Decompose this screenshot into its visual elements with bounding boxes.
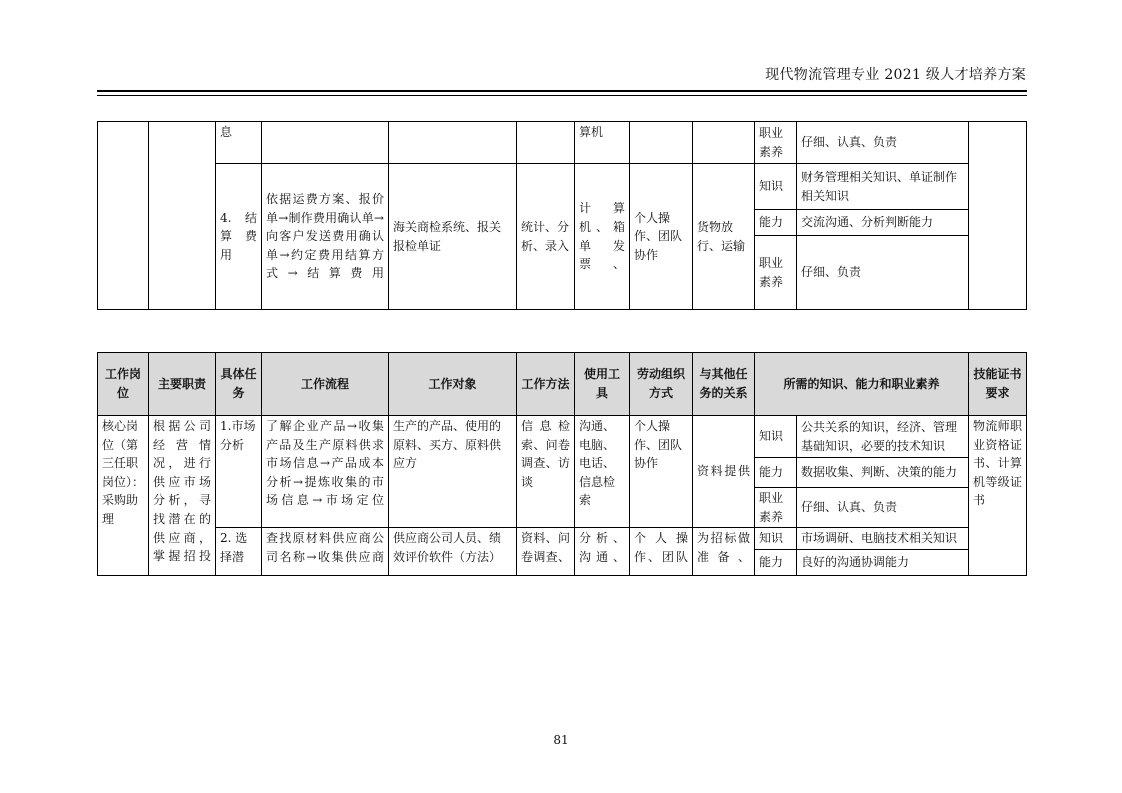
object-cell: 供应商公司人员、绩效评价软件（方法）	[389, 528, 517, 576]
ability-category: 能力	[755, 550, 797, 576]
ability-category: 能力	[755, 458, 797, 488]
ability-description: 市场调研、电脑技术相关知识	[797, 528, 969, 550]
method-cell: 信息检索、问卷调查、访谈	[517, 416, 575, 528]
task-cell: 1.市场分析	[216, 416, 262, 528]
table-row	[98, 164, 1027, 210]
cert-cell: 物流师职业资格证书、计算机等级证书	[969, 416, 1027, 576]
ability-category: 职业素养	[755, 236, 797, 310]
org-cell: 个人操作、团队协作	[630, 164, 693, 310]
ability-category: 知识	[755, 416, 797, 458]
task-cell: 息	[216, 122, 262, 164]
duty-cell: 根据公司经营情况，进行供应市场分析，寻找潜在的供应商，掌握招投	[149, 416, 216, 576]
table-row	[98, 122, 1027, 164]
header-org: 劳动组织方式	[630, 353, 693, 416]
object-cell: 海关商检系统、报关报检单证	[389, 164, 517, 310]
ability-description: 仔细、认真、负责	[797, 122, 969, 164]
header-duty: 主要职责	[149, 353, 216, 416]
post-cell: 核心岗位（第三任职岗位）：采购助理	[98, 416, 149, 576]
method-cell	[517, 122, 575, 164]
table-row	[98, 416, 1027, 458]
page-number: 81	[553, 733, 569, 747]
header-object: 工作对象	[389, 353, 517, 416]
relation-cell: 为招标做准备、	[693, 528, 755, 576]
flow-cell: 了解企业产品→收集产品及生产原料供求市场信息→产品成本分析→提炼收集的市场信息→市场定位	[262, 416, 389, 528]
method-cell: 资料、问卷调查、	[517, 528, 575, 576]
relation-cell	[693, 122, 755, 164]
ability-category: 职业素养	[755, 488, 797, 528]
tools-cell: 算机	[575, 122, 630, 164]
org-cell: 个人操作、团队协作	[630, 416, 693, 528]
task-cell: 2. 选择潜	[216, 528, 262, 576]
flow-cell	[262, 122, 389, 164]
header-rule-thin	[97, 95, 1027, 96]
object-cell: 生产的产品、使用的原料、买方、原料供应方	[389, 416, 517, 528]
ability-category: 职业素养	[755, 122, 797, 164]
ability-category: 能力	[755, 210, 797, 236]
flow-cell: 查找原材料供应商公司名称→收集供应商	[262, 528, 389, 576]
table-header-row	[98, 353, 1027, 416]
header-method: 工作方法	[517, 353, 575, 416]
ability-description: 公共关系的知识，经济、管理基础知识，必要的技术知识	[797, 416, 969, 458]
cert-cell-empty	[969, 122, 1027, 310]
relation-cell: 资料提供	[693, 416, 755, 528]
method-cell: 统计、分析、录入	[517, 164, 575, 310]
org-cell	[630, 122, 693, 164]
task-cell: 4. 结算 费用	[216, 164, 262, 310]
post-cell-empty	[98, 122, 149, 310]
duty-cell-empty	[149, 122, 216, 310]
header-cert: 技能证书要求	[969, 353, 1027, 416]
job-table-continued	[97, 121, 1027, 310]
object-cell	[389, 122, 517, 164]
header-relation: 与其他任务的关系	[693, 353, 755, 416]
flow-cell: 依据运费方案、报价单→制作费用确认单→向客户发送费用确认单→约定费用结算方式→结算费用	[262, 164, 389, 310]
ability-description: 仔细、认真、负责	[797, 488, 969, 528]
tools-cell: 沟通、电脑、电话、信息检索	[575, 416, 630, 528]
table-row	[98, 528, 1027, 550]
ability-category: 知识	[755, 528, 797, 550]
job-table	[97, 352, 1027, 576]
ability-description: 仔细、负责	[797, 236, 969, 310]
relation-cell: 货物放行、运输	[693, 164, 755, 310]
ability-description: 交流沟通、分析判断能力	[797, 210, 969, 236]
header-tools: 使用工具	[575, 353, 630, 416]
tools-cell: 分析、沟通、	[575, 528, 630, 576]
header-task: 具体任务	[216, 353, 262, 416]
header-flow: 工作流程	[262, 353, 389, 416]
ability-description: 财务管理相关知识、单证制作相关知识	[797, 164, 969, 210]
ability-description: 良好的沟通协调能力	[797, 550, 969, 576]
header-post: 工作岗位	[98, 353, 149, 416]
org-cell: 个人操作、团队	[630, 528, 693, 576]
tools-cell: 计 算机、箱单 发票、	[575, 164, 630, 310]
document-header-title: 现代物流管理专业 2021 级人才培养方案	[765, 67, 1026, 83]
ability-category: 知识	[755, 164, 797, 210]
header-ability: 所需的知识、能力和职业素养	[755, 353, 969, 416]
ability-description: 数据收集、判断、决策的能力	[797, 458, 969, 488]
header-rule-thick	[97, 90, 1027, 92]
